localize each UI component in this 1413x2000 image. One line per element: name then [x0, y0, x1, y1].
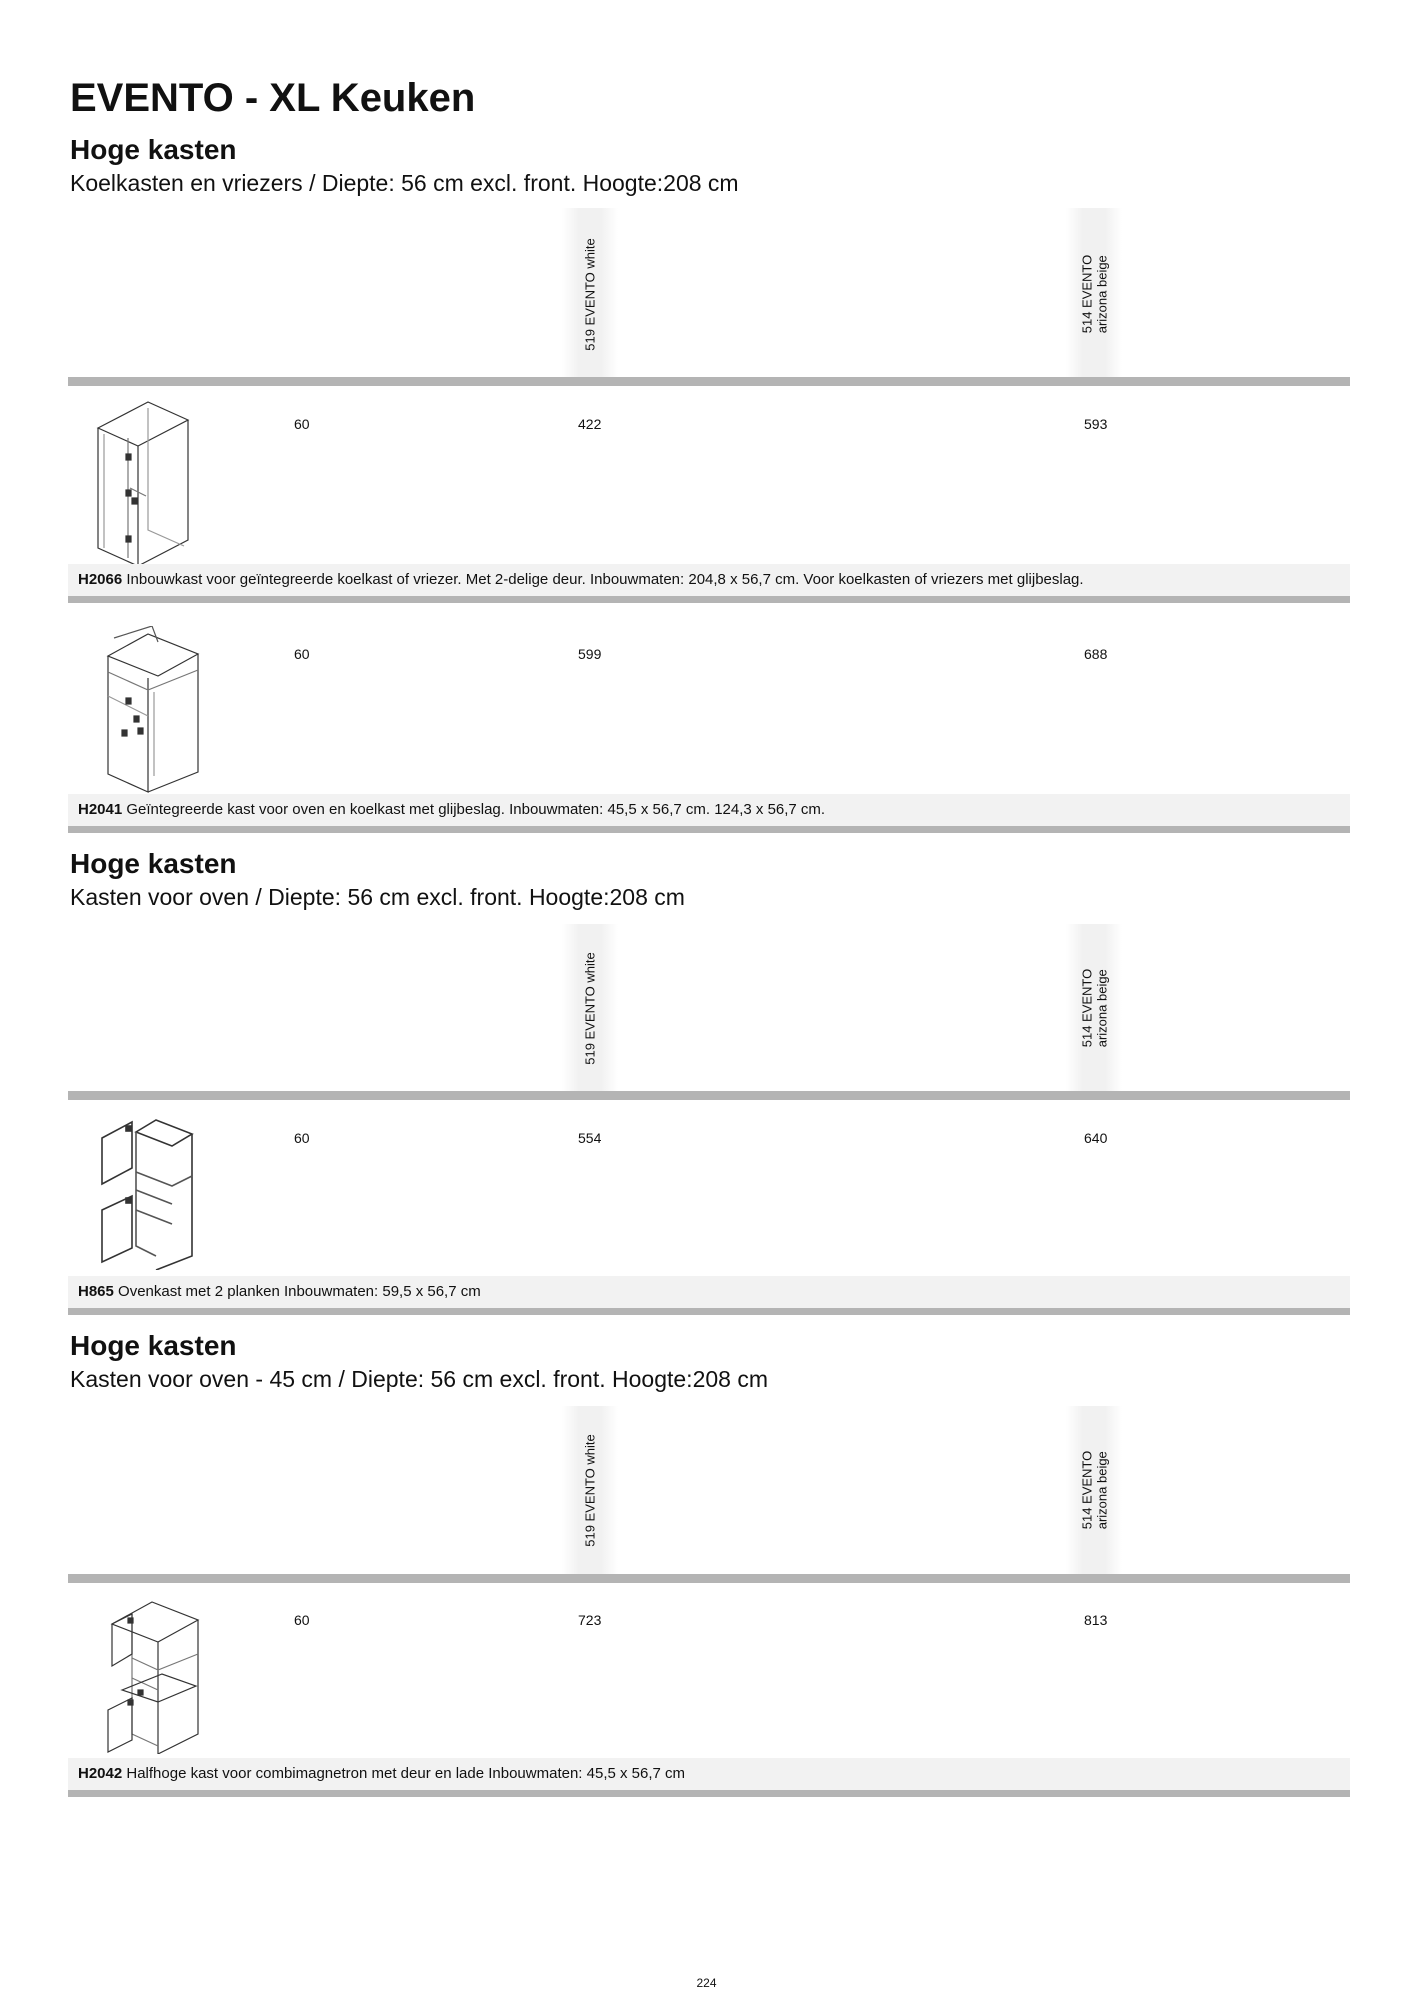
column-header-label: 514 EVENTO [1079, 1450, 1094, 1530]
product-description-row [68, 794, 1350, 826]
product-price-beige: 688 [1084, 646, 1108, 662]
product-description: Inbouwkast voor geïntegreerde koelkast of vriezer. Met 2-delige deur. Inbouwmaten: 204,8 x 56,7 cm. Voor koelkasten of vriezers met glijbeslag. [126, 571, 1084, 588]
product-code: H2041 [78, 801, 123, 818]
column-header-label-sub: arizona beige [1094, 255, 1109, 334]
column-header-519-white [570, 1410, 610, 1570]
column-header-label: 519 EVENTO white [582, 1433, 598, 1547]
product-price-white: 723 [578, 1612, 602, 1628]
product-image-h2042 [102, 1594, 212, 1764]
product-price-white: 599 [578, 646, 602, 662]
column-header-label-sub: arizona beige [1094, 969, 1109, 1048]
column-header-519-white [570, 928, 610, 1088]
section-subtitle: Kasten voor oven - 45 cm / Diepte: 56 cm excl. front. Hoogte:208 cm [70, 1366, 768, 1392]
product-description: Halfhoge kast voor combimagnetron met deur en lade Inbouwmaten: 45,5 x 56,7 cm [126, 1765, 686, 1782]
row-divider [68, 596, 1350, 603]
product-price-beige: 813 [1084, 1612, 1108, 1628]
product-image-h865 [96, 1110, 206, 1280]
header-divider [68, 1091, 1350, 1100]
section-subtitle: Kasten voor oven / Diepte: 56 cm excl. front. Hoogte:208 cm [70, 884, 685, 910]
page-number: 224 [696, 1976, 717, 1990]
product-code: H865 [78, 1283, 114, 1300]
product-price-beige: 640 [1084, 1130, 1108, 1146]
column-header-514-arizona-beige [1074, 1410, 1114, 1570]
column-header-label: 514 EVENTO [1079, 254, 1094, 334]
product-code: H2042 [78, 1765, 123, 1782]
column-header-label-sub: arizona beige [1094, 1451, 1109, 1530]
product-code: H2066 [78, 571, 123, 588]
product-price-white: 422 [578, 416, 602, 432]
header-divider [68, 1574, 1350, 1583]
product-image-h2041 [98, 626, 208, 796]
section-title: Hoge kasten [70, 848, 237, 879]
column-header-519-white [570, 214, 610, 374]
product-width: 60 [294, 416, 310, 432]
row-divider [68, 826, 1350, 833]
section-title: Hoge kasten [70, 134, 237, 165]
row-divider [68, 1790, 1350, 1797]
column-header-514-arizona-beige [1074, 214, 1114, 374]
product-width: 60 [294, 646, 310, 662]
product-width: 60 [294, 1130, 310, 1146]
column-header-label: 514 EVENTO [1079, 968, 1094, 1048]
product-width: 60 [294, 1612, 310, 1628]
product-image-h2066 [88, 398, 198, 568]
column-header-label: 519 EVENTO white [582, 237, 598, 351]
product-description: Geïntegreerde kast voor oven en koelkast met glijbeslag. Inbouwmaten: 45,5 x 56,7 cm. 124,3 x 56,7 cm. [126, 801, 826, 818]
product-description: Ovenkast met 2 planken Inbouwmaten: 59,5 x 56,7 cm [118, 1283, 481, 1300]
product-price-beige: 593 [1084, 416, 1108, 432]
row-divider [68, 1308, 1350, 1315]
column-header-514-arizona-beige [1074, 928, 1114, 1088]
section-subtitle: Koelkasten en vriezers / Diepte: 56 cm excl. front. Hoogte:208 cm [70, 170, 739, 196]
product-description-row [68, 1758, 1350, 1790]
column-header-label: 519 EVENTO white [582, 951, 598, 1065]
product-price-white: 554 [578, 1130, 602, 1146]
section-title: Hoge kasten [70, 1330, 237, 1361]
header-divider [68, 377, 1350, 386]
page-title: EVENTO - XL Keuken [70, 76, 476, 120]
product-description-row [68, 1276, 1350, 1308]
product-description-row [68, 564, 1350, 596]
